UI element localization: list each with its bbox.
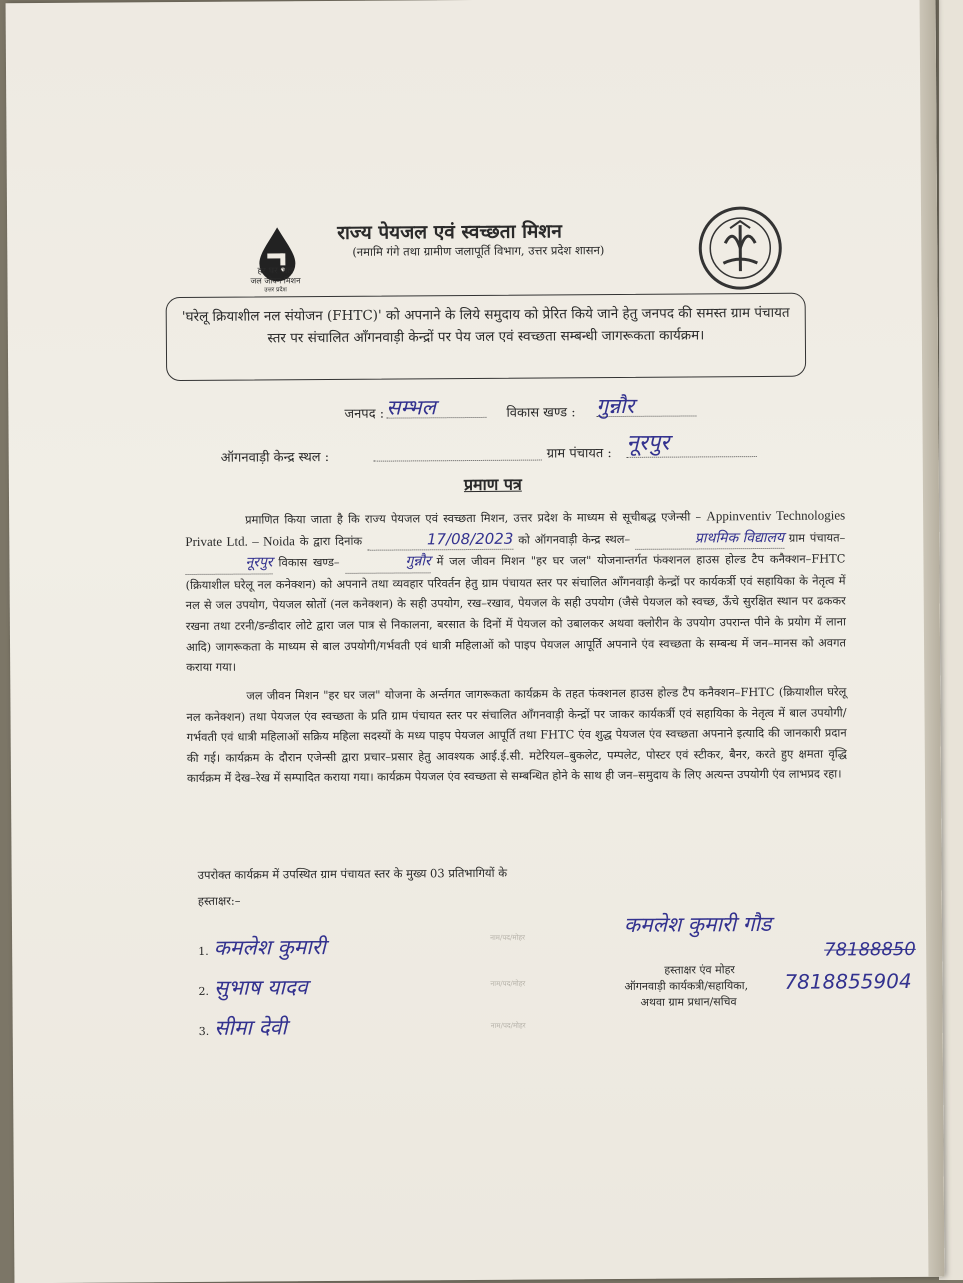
para1-text: ग्राम पंचायत– [789,530,846,544]
page-title: राज्य पेयजल एवं स्वच्छता मिशन [337,217,562,245]
agency-name: Appinventiv Technologies Private Ltd. – Noida [185,507,845,548]
participant-stamp-hint: नाम/पद/मोहर [490,934,525,943]
block-value: गुन्नौर [596,394,634,418]
block-label: विकास खण्ड : [506,402,575,420]
participant-row [198,972,518,1002]
participant-stamp-hint: नाम/पद/मोहर [491,1022,526,1031]
participant-signature: सीमा देवी [214,1015,287,1040]
district-value: सम्भल [386,395,436,419]
signatory-label-2: ऑगनवाड़ी कार्यकत्री/सहायिका, [624,978,748,994]
para1-text: को ऑगनवाड़ी केन्द्र स्थल– [518,532,630,547]
panchayat-field [627,426,757,458]
block-field [596,391,696,417]
participant-row [199,1012,519,1042]
panchayat-value: नूरपुर [627,431,670,456]
participants-intro: उपरोक्त कार्यक्रम में उपस्थित ग्राम पंचायत स्तर के मुख्य 03 प्रतिभागियों के [198,866,508,883]
signatory-label-1: हस्ताक्षर एंव मोहर [664,962,735,977]
center-field [374,440,542,462]
participants-sign-label: हस्ताक्षर:– [198,894,241,909]
block-value-inline: गुन्नौर [345,551,430,573]
participant-signature: सुभाष यादव [214,975,308,1000]
participant-number: 3. [199,1025,210,1038]
participant-number: 1. [198,945,209,958]
logo-caption-line: उत्तर प्रदेश [236,285,316,295]
participant-row [198,932,518,962]
para1-text: विकास खण्ड– [278,555,339,569]
phone-number: 7818855904 [784,969,911,994]
para1-text: प्रमाणित किया जाता है कि राज्य पेयजल एवं स्वच्छता मिशन, उत्तर प्रदेश के माध्यम से सूचीबद्ध एजेन्सी – [245,509,701,526]
participant-number: 2. [198,985,209,998]
district-field [386,393,486,419]
para1-text: के द्वारा दिनांक [300,533,363,547]
logo-caption-line: हर घर जल [235,267,315,277]
panchayat-label: ग्राम पंचायत : [547,443,612,461]
panchayat-value-inline: नूरपुर [185,553,272,575]
signatory-label-3: अथवा ग्राम प्रधान/सचिव [640,994,736,1010]
district-label: जनपद : [344,404,384,422]
date-value: 17/08/2023 [367,528,514,551]
certificate-paragraph-2: जल जीवन मिशन "हर घर जल" योजना के अर्न्तगत जागरूकता कार्यक्रम के तहत फंक्शनल हाउस होल्ड टैप कनैक्शन–FHTC (क्रियाशील घरेलू नल कनेक्शन) तथा पेयजल एंव स्वच्छता के प्रति ग्राम पंचायत स्तर पर संचालित आँगनवाड़ी केन्द्रों पर जाकर कार्यकर्त्री एवं सहायिका के नेतृत्व में बाल उपयोगी/गर्भवती एवं धात्री महिलाओं सक्रिय महिला सदस्यों के मध्य पाइप पेयजल आपूर्ति तथा FHTC एंव शुद्ध पेयजल एंव स्वच्छता अपनाने इत्यादि की जानकारी प्रदान की गई। कार्यक्रम के दौरान एजेन्सी द्वारा प्रचार–प्रसार हेतु आवश्यक आई.ई.सी. मटेरियल–बुकलेट, पम्पलेट, पोस्टर एवं स्टीकर, बैनर, करते हुए क्षमता वृद्धि कार्यक्रम मेंं देख–रेख में सम्पादित कराया गया। कार्यक्रम पेयजल एंव स्वच्छता से सम्बन्धित होने के साथ ही जन–समुदाय के लिए अत्यन्त उपयोगी एंव लाभप्रद रहा। [186,681,847,789]
page-subtitle: (नमामि गंगे तथा ग्रामीण जलापूर्ति विभाग, उत्तर प्रदेश शासन) [352,243,604,260]
certificate-paragraph-1 [185,505,846,677]
participant-signature: कमलेश कुमारी [214,935,326,960]
para1-text: में जल जीवन मिशन "हर घर जल" योजनान्तर्गत फंक्शनल हाउस होल्ड टैप कनैक्शन–FHTC (क्रियाशील घरेलू नल कनेक्शन) को अपनाने तथा व्यवहार परिवर्तन हेतु ग्राम पंचायत स्तर पर संचालित आँगनवाड़ी केन्द्रों पर कार्यकर्त्री एवं सहायिका के नेतृत्व में नल से जल उपयोग, पेयजल स्रोतों (नल कनेक्शन) के सही उपयोग, रख–रखाव, पेयजल के सही उपयोग (जैसे पेयजल को स्वच्छ, ऊँचे सुरक्षित स्थान पर ढककर रखना तथा टरनी/डन्डीदार लोटे द्वारा जल पात्र से निकालना, बरसात के दिनों में पेयजल को उबालकर अथवा क्लोरीन के उपयोग उपरान्त पीने के प्रयोग में लाना आदि) जागरूकता के माध्यम से बाल उपयोगी/गर्भवती एवं धात्री महिलाओं को पाइप पेयजल आपूर्ति अपनाने एंव स्वच्छता के सम्बन्ध में जन–मानस को अवगत कराया गया। [186,552,847,675]
center-label: ऑगनवाड़ी केन्द्र स्थल : [221,447,329,466]
logo-caption-line: जल जीवन मिशन [235,276,315,286]
certificate-heading: प्रमाण पत्र [464,473,522,495]
logo-caption [235,267,315,295]
up-government-seal-icon [695,203,786,294]
participant-stamp-hint: नाम/पद/मोहर [490,980,525,989]
program-banner: 'घरेलू क्रियाशील नल संयोजन (FHTC)' को अपनाने के लिये समुदाय को प्रेरित किये जाने हेतु जनपद की समस्त ग्राम पंचायत स्तर पर संचालित आँगनवाड़ी केन्द्रों पर पेय जल एवं स्वच्छता सम्बन्धी जागरूकता कार्यक्रम। [166,293,807,381]
center-value: प्राथमिक विद्यालय [635,527,784,550]
document-page [6,0,945,1283]
anganwadi-signature: कमलेश कुमारी गौड [624,910,771,939]
phone-struck: 78188850 [824,939,916,961]
